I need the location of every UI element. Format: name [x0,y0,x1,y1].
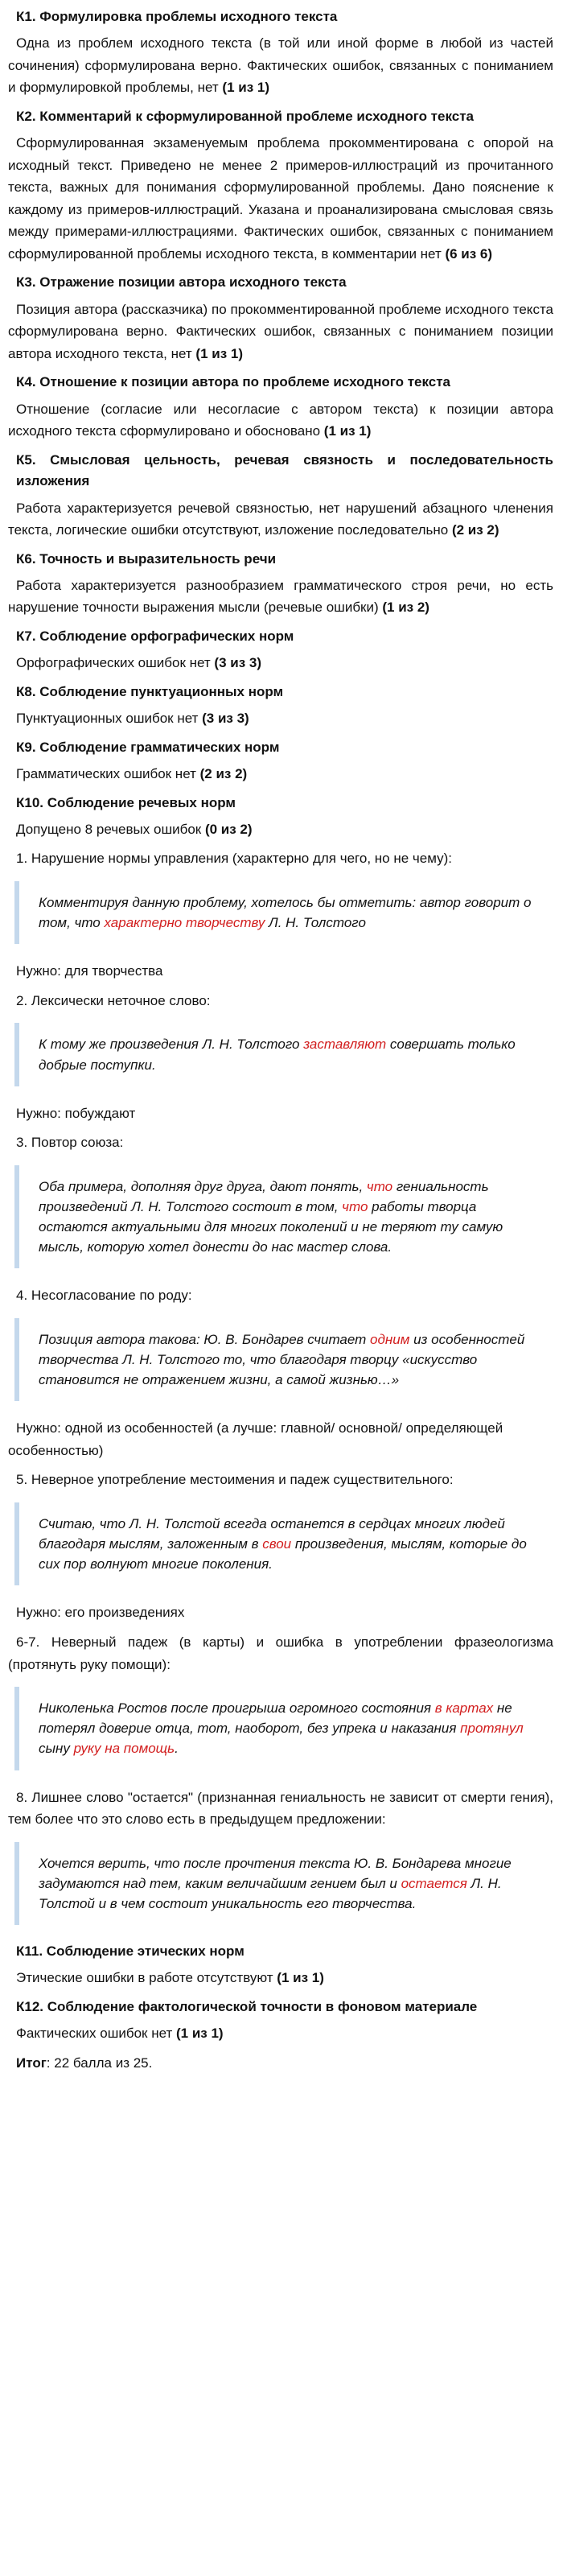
error-highlight: в картах [434,1700,494,1717]
k4-title: К4. Отношение к позиции автора по проблеме исходного текста [16,374,450,390]
k9-score: (2 из 2) [199,766,248,782]
k3-score: (1 из 1) [195,345,244,361]
k5-score: (2 из 2) [451,522,499,538]
k1-text: Одна из проблем исходного текста (в той или иной форме в любой из частей сочинения) сформулирована верно. Фактических ошибок, связанных с пониманием и формулировкой проблемы, нет (1 из 1) [8,35,553,96]
error-highlight: остается [401,1875,467,1891]
k7-title: К7. Соблюдение орфографических норм [16,628,294,644]
error-8-quote: Хочется верить, что после прочтения текста Ю. В. Бондарева многие задумаются над тем, каким величайшим гением был и остается Л. Н. Толстой и в чем состоит уникальность его творчества. [14,1842,553,1925]
error-highlight: протянул [460,1721,524,1737]
k9-title: К9. Соблюдение грамматических норм [16,739,280,755]
error-3-heading: 3. Повтор союза: [16,1135,124,1151]
k8-score: (3 из 3) [202,711,249,727]
error-4-quote: Позиция автора такова: Ю. В. Бондарев считает одним из особенностей творчества Л. Н. Толстого то, что благодаря творцу «искусство становится не отражением жизни, а самой жизнью…» [14,1318,553,1401]
k10-text: Допущено 8 речевых ошибок (0 из 2) [16,821,253,837]
k2-text: Сформулированная экзаменуемым проблема прокомментирована с опорой на исходный текст. Приведено не менее 2 примеров-иллюстраций из прочитанного текста, важных для понимания сформулированной проблемы. Дано пояснение к каждому из примеров-иллюстраций. Указана и проанализирована смысловая связь между примерами-иллюстрациями. Фактических ошибок, связанных с пониманием сформулированной проблемы исходного текста, в комментарии нет (6 из 6) [8,135,553,262]
k11-title: К11. Соблюдение этических норм [16,1943,245,1960]
k1-score: (1 из 1) [222,80,269,96]
k2-score: (6 из 6) [445,245,493,262]
error-4-heading: 4. Несогласование по роду: [16,1288,192,1304]
error-8-heading: 8. Лишнее слово "остается" (признанная гениальность не зависит от смерти гения), тем более что это слово есть в предыдущем предложении: [8,1789,553,1828]
error-5-quote: Считаю, что Л. Н. Толстой всегда останется в сердцах многих людей благодаря мыслям, заложенным в свои произведения, мыслям, которые до сих пор волнуют многие поколения. [14,1502,553,1585]
error-1-fix: Нужно: для творчества [16,963,163,979]
k4-text: Отношение (согласие или несогласие с автором текста) к позиции автора исходного текста сформулировано и обосновано (1 из 1) [8,401,553,439]
error-2-quote: К тому же произведения Л. Н. Толстого заставляют совершать только добрые поступки. [14,1023,553,1086]
k6-text: Работа характеризуется разнообразием грамматического строя речи, но есть нарушение точности выражения мысли (речевые ошибки) (1 из 2) [8,577,553,616]
k2-title: К2. Комментарий к сформулированной проблеме исходного текста [16,108,474,124]
k11-text: Этические ошибки в работе отсутствуют (1 из 1) [16,1970,324,1986]
error-6-7-quote: Николенька Ростов после проигрыша огромного состояния в картах не потерял доверие отца, тот, наоборот, без упрека и наказания протянул сыну руку на помощь. [14,1687,553,1770]
error-6-7-heading: 6-7. Неверный падеж (в карты) и ошибка в употреблении фразеологизма (протянуть руку помощи): [8,1634,553,1672]
k6-title: К6. Точность и выразительность речи [16,550,277,567]
error-2-fix: Нужно: побуждают [16,1105,136,1121]
error-4-fix: Нужно: одной из особенностей (а лучше: главной/ основной/ определяющей особенностью) [8,1420,503,1458]
k5-title: К5. Смысловая цельность, речевая связность и последовательность изложения [16,451,553,489]
error-5-heading: 5. Неверное употребление местоимения и падеж существительного: [16,1472,454,1488]
k8-title: К8. Соблюдение пунктуационных норм [16,683,284,699]
error-highlight: заставляют [303,1037,387,1053]
k10-title: К10. Соблюдение речевых норм [16,794,236,810]
k6-score: (1 из 2) [382,600,429,616]
error-highlight: что [366,1178,393,1194]
error-5-fix: Нужно: его произведениях [16,1605,185,1621]
error-highlight: что [342,1198,368,1214]
error-1-quote: Комментируя данную проблему, хотелось бы отметить: автор говорит о том, что характерно творчеству Л. Н. Толстого [14,881,553,944]
k5-text: Работа характеризуется речевой связностью, нет нарушений абзацного членения текста, логические ошибки отсутствуют, изложение последовательно (2 из 2) [8,500,553,538]
error-highlight: характерно творчеству [104,915,265,931]
k7-score: (3 из 3) [214,655,262,671]
error-highlight: одним [370,1331,410,1347]
error-3-quote: Оба примера, дополняя друг друга, дают понять, что гениальность произведений Л. Н. Толстого состоит в том, что работы творца остаются актуальными для многих поколений и не теряют ту самую мысль, которую хотел донести до нас мастер слова. [14,1165,553,1269]
error-2-heading: 2. Лексически неточное слово: [16,992,211,1008]
k1-title: К1. Формулировка проблемы исходного текста [16,9,338,24]
k4-score: (1 из 1) [323,423,372,439]
k3-title: К3. Отражение позиции автора исходного текста [16,274,347,291]
k9-text: Грамматических ошибок нет (2 из 2) [16,766,248,782]
k12-score: (1 из 1) [176,2026,224,2042]
k12-title: К12. Соблюдение фактологической точности в фоновом материале [16,1998,478,2014]
k7-text: Орфографических ошибок нет (3 из 3) [16,655,262,671]
total-label: Итог [16,2055,47,2071]
k10-score: (0 из 2) [204,821,253,837]
error-highlight: руку на помощь [73,1741,175,1757]
k8-text: Пунктуационных ошибок нет (3 из 3) [16,711,249,727]
k3-text: Позиция автора (рассказчика) по прокомментированной проблеме исходного текста сформулирована верно. Фактических ошибок, связанных с пониманием позиции автора исходного текста, нет (1 из 1) [8,301,553,361]
error-highlight: свои [262,1536,292,1552]
k11-score: (1 из 1) [277,1970,324,1986]
total-score: Итог: 22 балла из 25. [16,2055,153,2071]
error-1-heading: 1. Нарушение нормы управления (характерно для чего, но не чему): [16,851,452,867]
k12-text: Фактических ошибок нет (1 из 1) [16,2026,224,2042]
